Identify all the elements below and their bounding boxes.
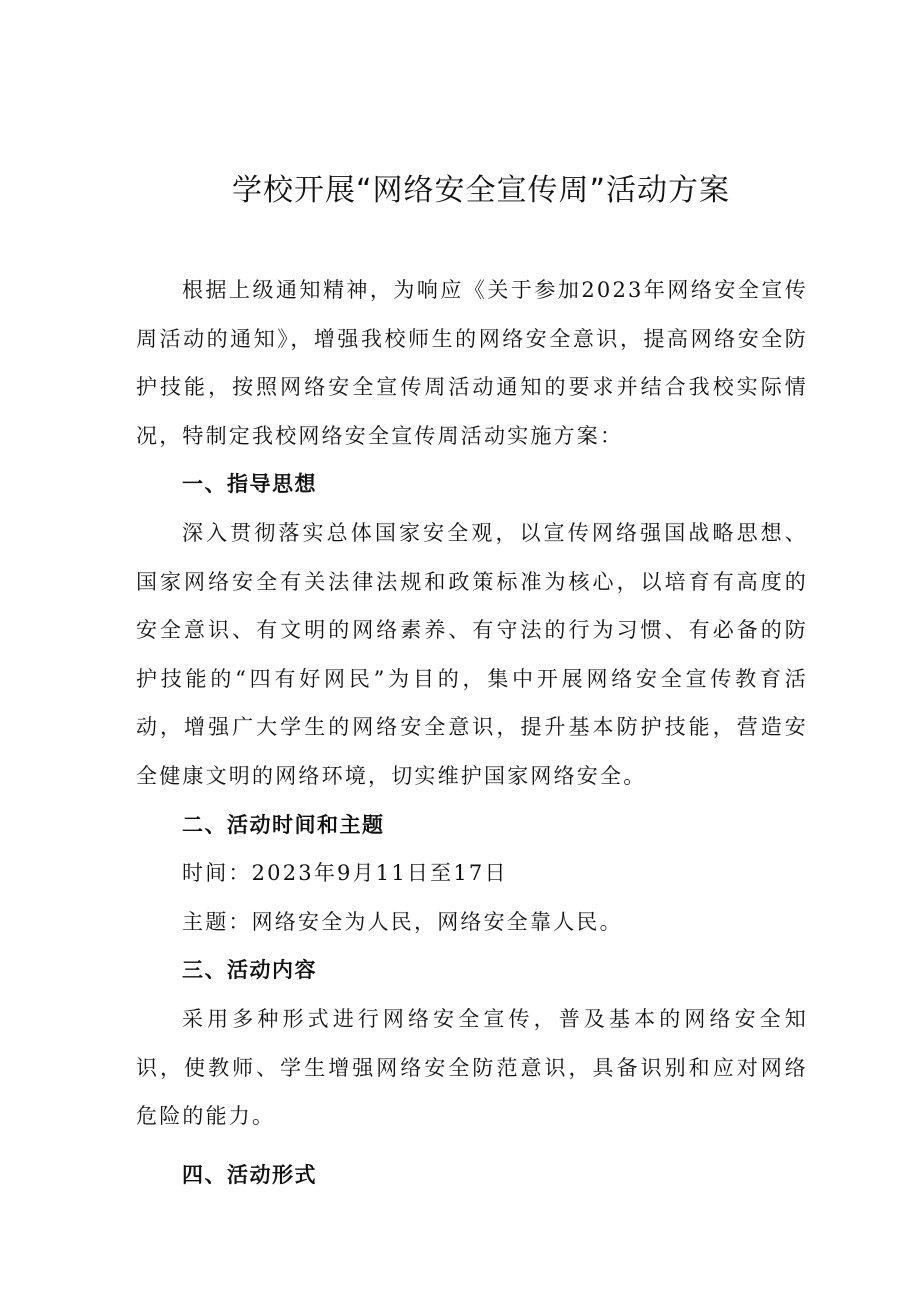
section-heading-time-and-theme: 二、活动时间和主题: [182, 812, 385, 837]
intro-paragraph: 根据上级通知精神，为响应《关于参加2023年网络安全宣传周活动的通知》，增强我校师生的网络安全意识，提高网络安全防护技能，按照网络安全宣传周活动通知的要求并结合我校实际情况，特制定我校网络安全宣传周活动实施方案：: [136, 278, 808, 448]
activity-content-paragraph: 采用多种形式进行网络安全宣传，普及基本的网络安全知识，使教师、学生增强网络安全防范意识，具备识别和应对网络危险的能力。: [136, 1006, 808, 1129]
section-heading-guiding-ideology: 一、指导思想: [182, 472, 317, 497]
section-heading-activity-content: 三、活动内容: [182, 958, 317, 983]
section-heading-activity-form: 四、活动形式: [182, 1162, 317, 1187]
guiding-ideology-paragraph: 深入贯彻落实总体国家安全观，以宣传网络强国战略思想、国家网络安全有关法律法规和政策标准为核心，以培育有高度的安全意识、有文明的网络素养、有守法的行为习惯、有必备的防护技能的“四有好网民”为目的，集中开展网络安全宣传教育活动，增强广大学生的网络安全意识，提升基本防护技能，营造安全健康文明的网络环境，切实维护国家网络安全。: [136, 520, 808, 788]
activity-theme-line: 主题：网络安全为人民，网络安全靠人民。: [182, 909, 623, 934]
activity-time-line: 时间：2023年9月11日至17日: [182, 861, 508, 886]
document-title: 学校开展“网络安全宣传周”活动方案: [231, 173, 731, 208]
